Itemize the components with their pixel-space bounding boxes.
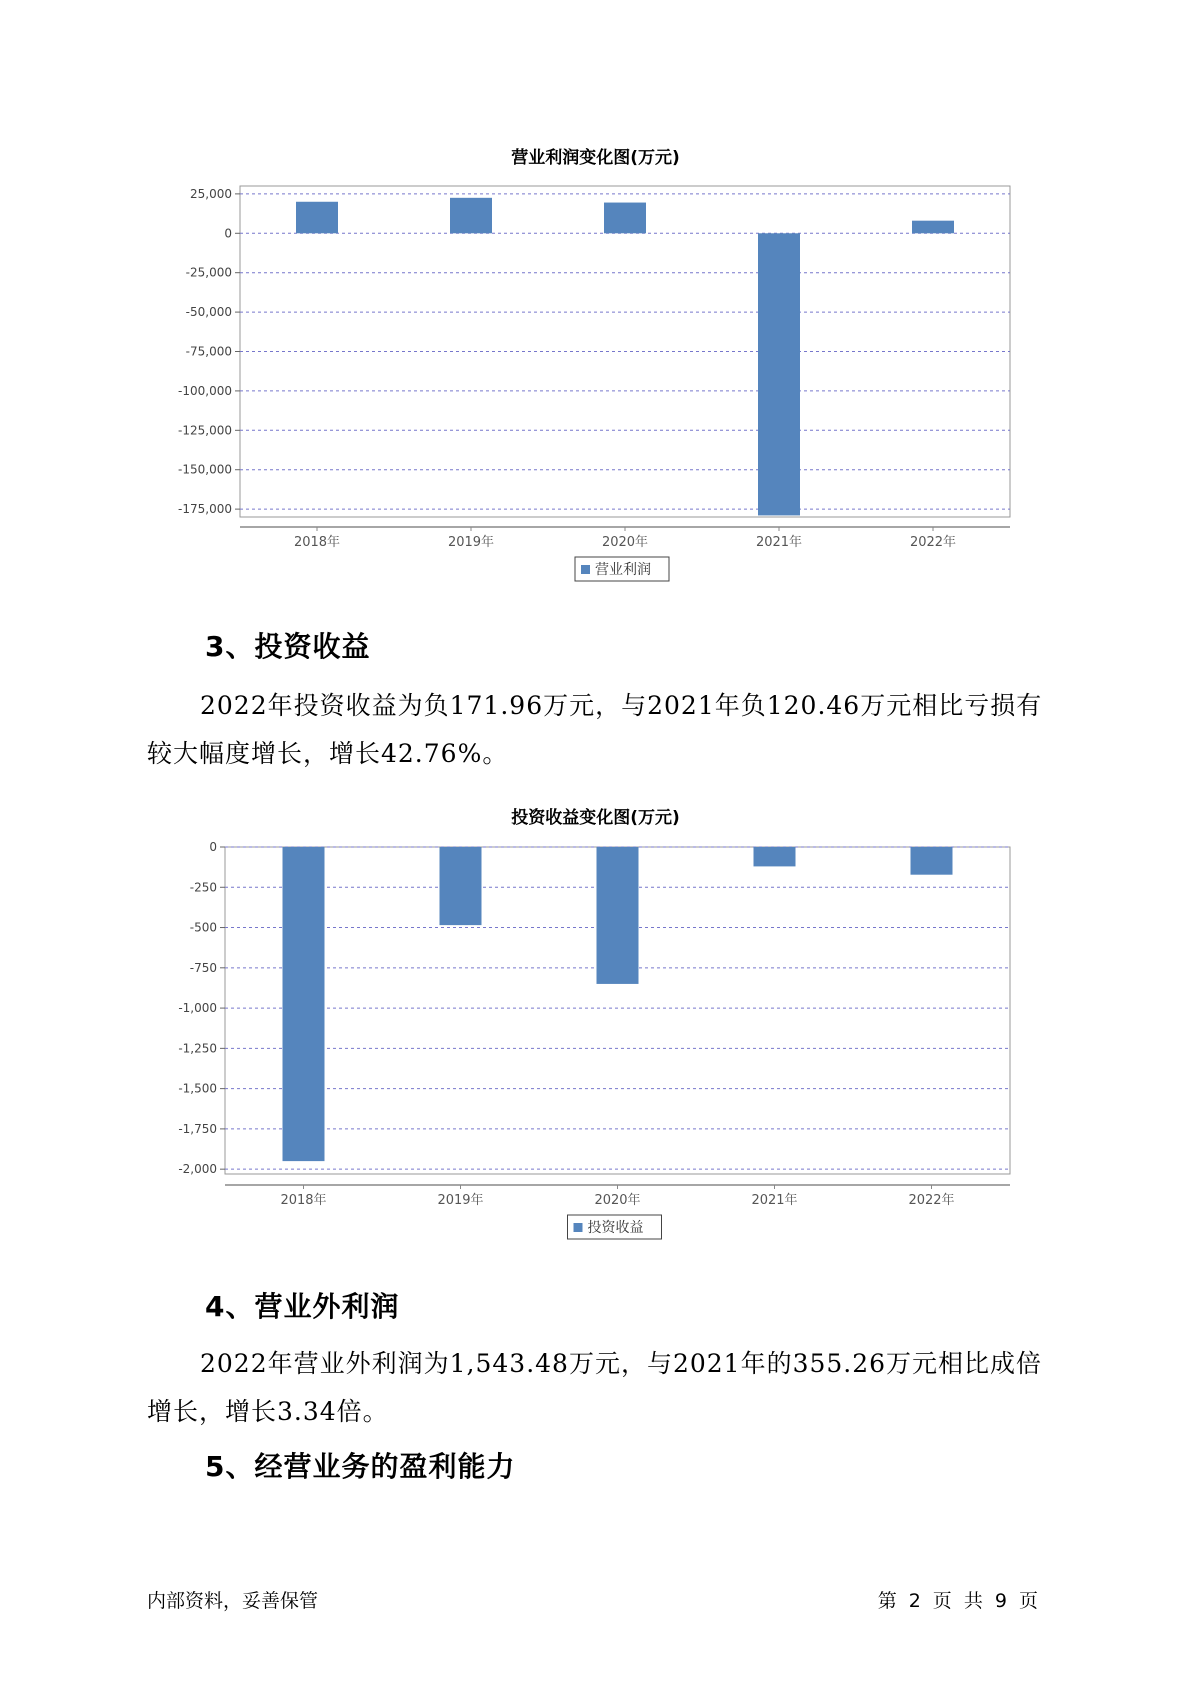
x-tick-label: 2019年 (437, 1193, 484, 1208)
bar (283, 847, 325, 1161)
page-total: 9 (994, 1590, 1007, 1612)
y-tick-label: -125,000 (178, 423, 232, 438)
y-tick-label: -175,000 (178, 502, 232, 517)
legend-swatch (581, 565, 590, 574)
x-tick-label: 2018年 (280, 1193, 327, 1208)
legend-swatch (574, 1223, 583, 1232)
y-tick-label: -50,000 (185, 305, 232, 320)
y-tick-label: -25,000 (185, 265, 232, 280)
y-tick-label: 0 (224, 226, 232, 241)
x-tick-label: 2021年 (751, 1193, 798, 1208)
x-tick-label: 2020年 (594, 1193, 641, 1208)
y-tick-label: -500 (189, 920, 217, 935)
y-tick-label: 0 (209, 840, 217, 854)
y-tick-label: -1,750 (178, 1121, 217, 1136)
x-tick-label: 2021年 (755, 535, 803, 550)
x-tick-label: 2022年 (908, 1193, 955, 1208)
bar (911, 847, 953, 875)
bar (450, 198, 492, 233)
footer-confidential: 内部资料，妥善保管 (147, 1590, 319, 1612)
bar (296, 202, 338, 234)
y-tick-label: -100,000 (178, 383, 232, 398)
legend-label: 营业利润 (595, 562, 651, 578)
x-tick-label: 2022年 (909, 535, 957, 550)
bar (912, 221, 954, 234)
chart-title-investment-income: 投资收益变化图(万元) (511, 808, 680, 828)
section-heading-profitability: 5、经营业务的盈利能力 (205, 1450, 516, 1483)
bar (604, 203, 646, 234)
section-text-non-operating: 2022年营业外利润为1,543.48万元，与2021年的355.26万元相比成倍增长，增长3.34倍。 (147, 1349, 1043, 1426)
y-tick-label: -150,000 (178, 462, 232, 477)
y-tick-label: -75,000 (185, 344, 232, 359)
section-heading-non-operating: 4、营业外利润 (205, 1290, 400, 1323)
legend-label: 投资收益 (587, 1220, 644, 1236)
page-end: 页 (1018, 1590, 1038, 1612)
x-tick-label: 2018年 (293, 535, 341, 550)
y-tick-label: -2,000 (178, 1162, 217, 1177)
y-tick-label: -1,000 (178, 1001, 217, 1016)
y-tick-label: -750 (189, 960, 217, 975)
x-tick-label: 2019年 (447, 535, 495, 550)
bar (440, 847, 482, 925)
y-tick-label: -250 (189, 880, 217, 895)
investment-income-chart (0, 830, 1191, 1260)
y-tick-label: 25,000 (190, 186, 232, 201)
y-tick-label: -1,500 (178, 1081, 217, 1096)
page-label: 第 (877, 1590, 897, 1612)
page-mid: 页 共 (932, 1590, 983, 1612)
bar (597, 847, 639, 984)
x-tick-label: 2020年 (601, 535, 649, 550)
page-current: 2 (908, 1590, 921, 1612)
y-tick-label: -1,250 (178, 1041, 217, 1056)
bar (754, 847, 796, 866)
section-text-investment: 2022年投资收益为负171.96万元，与2021年负120.46万元相比亏损有较大幅度增长，增长42.76%。 (147, 691, 1043, 768)
operating-profit-chart (0, 180, 1191, 600)
chart-title-operating-profit: 营业利润变化图(万元) (511, 148, 680, 168)
bar (758, 233, 800, 515)
footer-page-number (872, 1586, 1044, 1613)
section-heading-investment: 3、投资收益 (205, 630, 371, 663)
